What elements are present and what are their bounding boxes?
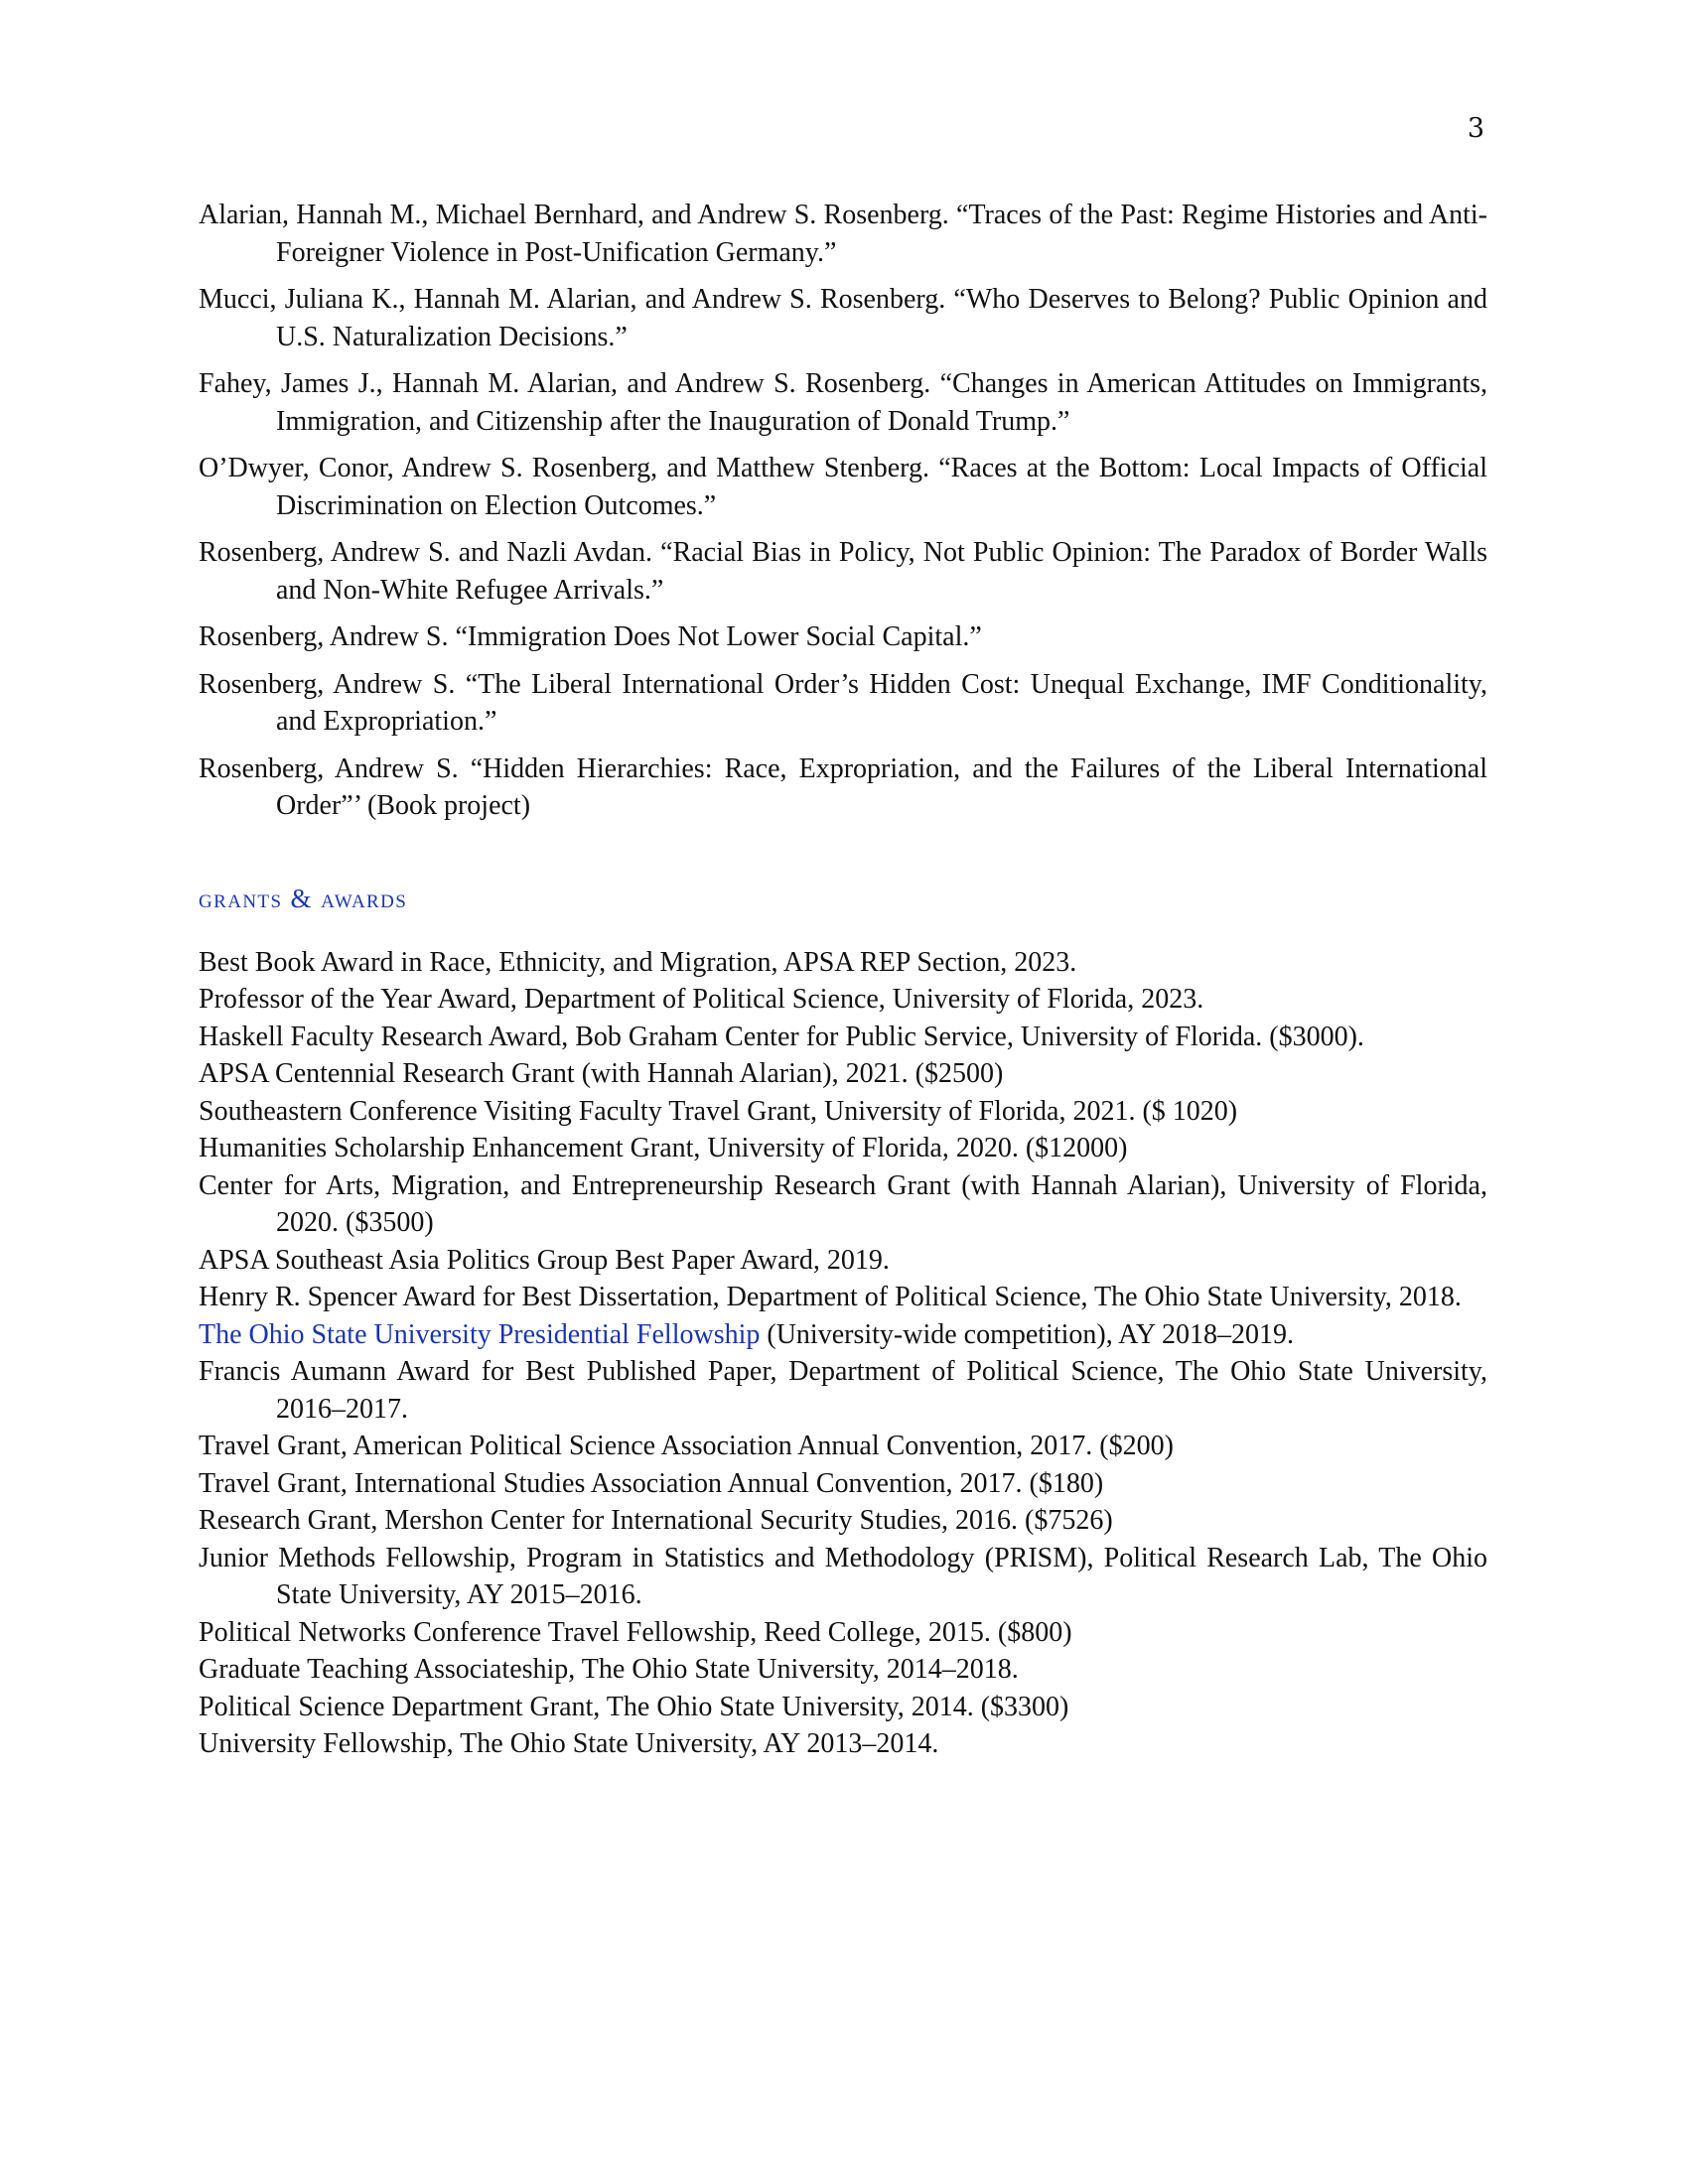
grant-entry-18: Political Science Department Grant, The Ohio State University, 2014. ($3300) xyxy=(199,1691,1069,1722)
grant-entry-11: Francis Aumann Award for Best Published Paper, Department of Political Science, The Ohio State University, 2016–2017. xyxy=(199,1356,1487,1425)
grant-entry-19: University Fellowship, The Ohio State University, AY 2013–2014. xyxy=(199,1728,939,1759)
grant-entry-14: Research Grant, Mershon Center for International Security Studies, 2016. ($7526) xyxy=(199,1505,1113,1536)
grant-entry-12: Travel Grant, American Political Science Association Annual Convention, 2017. ($200) xyxy=(199,1431,1174,1461)
work-entry-7: Rosenberg, Andrew S. “The Liberal International Order’s Hidden Cost: Unequal Exchange, IMF Conditionality, and Expropriation.” xyxy=(199,668,1487,737)
grant-entry-17: Graduate Teaching Associateship, The Ohio State University, 2014–2018. xyxy=(199,1654,1019,1685)
grants-awards-heading: grants & awards xyxy=(199,883,408,913)
grant-entry-9: Henry R. Spencer Award for Best Dissertation, Department of Political Science, The Ohio State University, 2018. xyxy=(199,1282,1462,1312)
grant-entry-3: Haskell Faculty Research Award, Bob Graham Center for Public Service, University of Florida. ($3000). xyxy=(199,1021,1364,1052)
presidential-fellowship-link[interactable]: The Ohio State University Presidential Fellowship xyxy=(199,1318,761,1350)
grant-entry-16: Political Networks Conference Travel Fellowship, Reed College, 2015. ($800) xyxy=(199,1616,1072,1648)
work-entry-6: Rosenberg, Andrew S. “Immigration Does Not Lower Social Capital.” xyxy=(199,621,982,652)
grant-entry-8: APSA Southeast Asia Politics Group Best Paper Award, 2019. xyxy=(199,1244,890,1276)
grant-entry-4: APSA Centennial Research Grant (with Hannah Alarian), 2021. ($2500) xyxy=(199,1058,1004,1089)
grant-entry-1: Best Book Award in Race, Ethnicity, and Migration, APSA REP Section, 2023. xyxy=(199,946,1077,978)
work-entry-2: Mucci, Juliana K., Hannah M. Alarian, and Andrew S. Rosenberg. “Who Deserves to Belong? Public Opinion and U.S. Naturalization Decisions.” xyxy=(199,284,1487,352)
work-entry-3: Fahey, James J., Hannah M. Alarian, and Andrew S. Rosenberg. “Changes in American Attitudes on Immigrants, Immigration, and Citizenship after the Inauguration of Donald Trump.” xyxy=(199,368,1487,437)
grant-entry-fellowship xyxy=(199,1316,1487,1354)
work-entry-4: O’Dwyer, Conor, Andrew S. Rosenberg, and Matthew Stenberg. “Races at the Bottom: Local Impacts of Official Discrimination on Election Outcomes.” xyxy=(199,453,1487,521)
page-number: 3 xyxy=(1467,113,1484,144)
works-in-progress-list xyxy=(199,197,1487,825)
fellowship-detail: (University-wide competition), AY 2018–2019. xyxy=(760,1318,1295,1350)
grant-entry-15: Junior Methods Fellowship, Program in Statistics and Methodology (PRISM), Political Research Lab, The Ohio State University, AY 2015–2016. xyxy=(199,1542,1487,1610)
work-entry-8: Rosenberg, Andrew S. “Hidden Hierarchies: Race, Expropriation, and the Failures of the Liberal International Order”’ (Book project) xyxy=(199,752,1487,821)
grant-entry-2: Professor of the Year Award, Department of Political Science, University of Florida, 2023. xyxy=(199,984,1204,1015)
work-entry-5: Rosenberg, Andrew S. and Nazli Avdan. “Racial Bias in Policy, Not Public Opinion: The Paradox of Border Walls and Non-White Refugee Arrivals.” xyxy=(199,537,1487,606)
grant-entry-13: Travel Grant, International Studies Association Annual Convention, 2017. ($180) xyxy=(199,1467,1104,1499)
grant-entry-6: Humanities Scholarship Enhancement Grant, University of Florida, 2020. ($12000) xyxy=(199,1133,1128,1163)
page-content xyxy=(199,197,1487,1763)
work-entry-1: Alarian, Hannah M., Michael Bernhard, and Andrew S. Rosenberg. “Traces of the Past: Regime Histories and Anti-Foreigner Violence in Post-Unification Germany.” xyxy=(199,200,1487,268)
grants-awards-list xyxy=(199,944,1487,1763)
grant-entry-7: Center for Arts, Migration, and Entrepreneurship Research Grant (with Hannah Alarian), University of Florida, 2020. ($3500) xyxy=(199,1169,1487,1238)
grant-entry-5: Southeastern Conference Visiting Faculty Travel Grant, University of Florida, 2021. ($ 1020) xyxy=(199,1095,1238,1127)
